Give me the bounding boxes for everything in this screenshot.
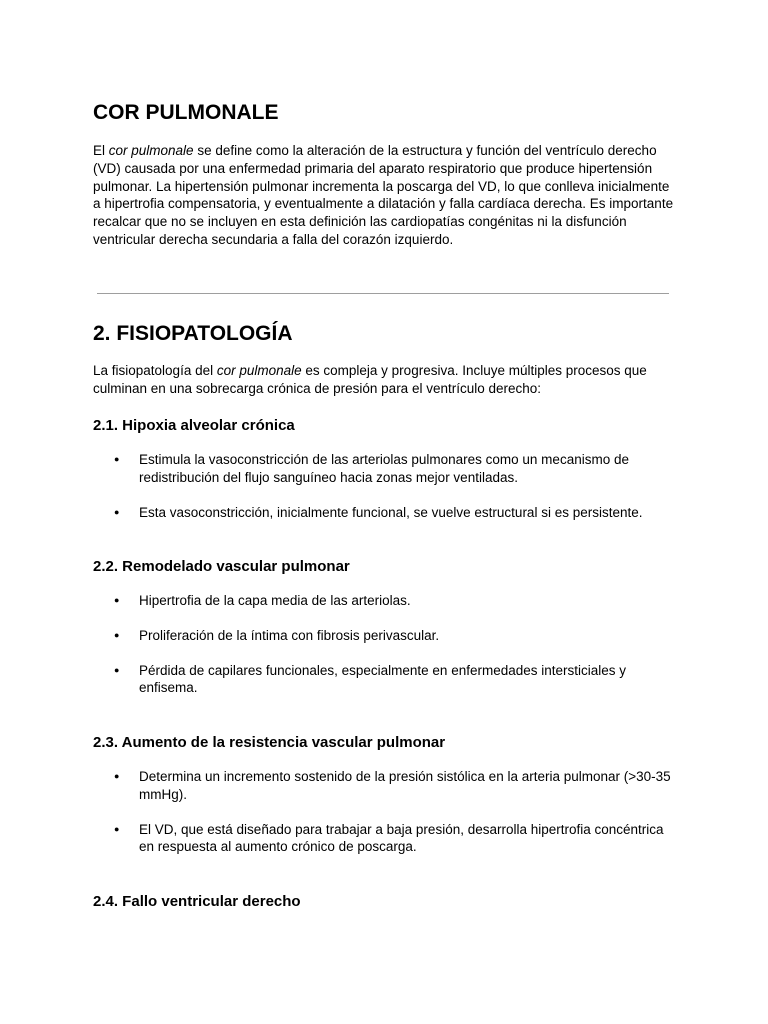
subsection-title-2-4: 2.4. Fallo ventricular derecho — [93, 893, 301, 910]
section-intro-text: es compleja y progresiva. Incluye múltiples procesos que culminan en una sobrecarga crónica de presión para el ventrículo derecho: — [93, 363, 647, 396]
list-item: ● El VD, que está diseñado para trabajar a baja presión, desarrolla hipertrofia concéntrica en respuesta al aumento crónico de poscarga. — [93, 821, 673, 857]
list-item: ● Hipertrofia de la capa media de las arteriolas. — [93, 592, 673, 610]
subsection-title-2-1: 2.1. Hipoxia alveolar crónica — [93, 417, 295, 434]
list-item: ● Estimula la vasoconstricción de las arteriolas pulmonares como un mecanismo de redistribución del flujo sanguíneo hacia zonas mejor ventiladas. — [93, 451, 673, 487]
list-item: ● Pérdida de capilares funcionales, especialmente en enfermedades intersticiales y enfisema. — [93, 662, 673, 698]
section-intro-paragraph — [93, 362, 683, 398]
bullet-list-2-1 — [93, 451, 673, 521]
intro-emphasis: cor pulmonale — [108, 143, 194, 158]
document-title: COR PULMONALE — [93, 101, 279, 124]
list-item: ● Proliferación de la íntima con fibrosis perivascular. — [93, 627, 673, 645]
section-intro-emphasis: cor pulmonale — [216, 363, 302, 378]
list-item: ● Esta vasoconstricción, inicialmente funcional, se vuelve estructural si es persistente. — [93, 504, 673, 522]
bullet-list-2-3 — [93, 768, 673, 856]
intro-paragraph — [93, 142, 675, 249]
subsection-title-2-3: 2.3. Aumento de la resistencia vascular pulmonar — [93, 734, 446, 751]
section-title: 2. FISIOPATOLOGÍA — [93, 322, 293, 345]
intro-text: se define como la alteración de la estructura y función del ventrículo derecho (VD) causada por una enfermedad primaria del aparato respiratorio que produce hipertensión pulmonar. La hipertensión pulmonar incrementa la poscarga del VD, lo que conlleva inicialmente a hipertrofia compensatoria, y eventualmente a dilatación y falla cardíaca derecha. Es importante recalcar que no se incluyen en esta definición las cardiopatías congénitas ni la disfunción ventricular derecha secundaria a falla del corazón izquierdo. — [93, 143, 674, 247]
horizontal-divider — [97, 293, 669, 294]
bullet-list-2-2 — [93, 592, 673, 697]
intro-prefix: El — [93, 143, 109, 158]
section-intro-prefix: La fisiopatología del — [93, 363, 217, 378]
subsection-title-2-2: 2.2. Remodelado vascular pulmonar — [93, 558, 350, 575]
list-item: ● Determina un incremento sostenido de la presión sistólica en la arteria pulmonar (>30-35 mmHg). — [93, 768, 673, 804]
